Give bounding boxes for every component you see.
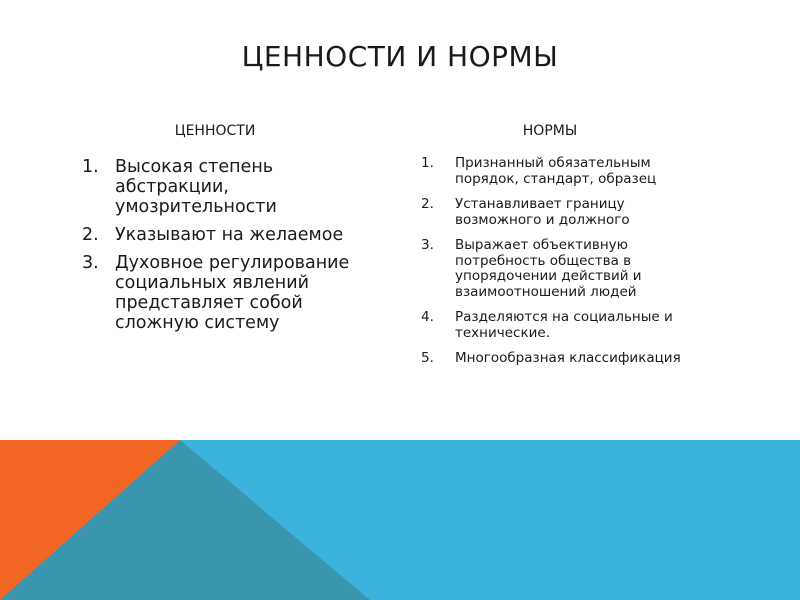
values-column-heading: ЦЕННОСТИ xyxy=(174,123,256,139)
norms-list-item xyxy=(421,156,686,187)
list-text: Признанный обязательным порядок, стандарт, образец xyxy=(455,155,657,187)
list-number: 3. xyxy=(421,237,434,253)
values-list-item xyxy=(82,253,362,333)
norms-list-item xyxy=(421,351,686,367)
list-text: Разделяются на социальные и технические. xyxy=(455,309,673,341)
list-number: 4. xyxy=(421,309,434,325)
values-list-item xyxy=(82,157,362,217)
list-number: 3. xyxy=(82,253,99,273)
norms-list xyxy=(421,156,686,377)
list-text: Высокая степень абстракции, умозрительности xyxy=(115,157,277,217)
decorative-bottom-band xyxy=(0,440,800,600)
list-text: Духовное регулирование социальных явлений представляет собой сложную систему xyxy=(115,253,350,333)
list-text: Устанавливает границу возможного и должного xyxy=(455,196,630,228)
list-text: Указывают на желаемое xyxy=(115,225,344,245)
list-text: Выражает объективную потребность общества в упорядочении действий и взаимоотношений людей xyxy=(455,237,642,300)
norms-list-item xyxy=(421,238,686,300)
norms-column-heading: НОРМЫ xyxy=(522,123,578,139)
norms-list-item xyxy=(421,197,686,228)
list-text: Многообразная классификация xyxy=(455,350,681,366)
list-number: 2. xyxy=(421,196,434,212)
list-number: 2. xyxy=(82,225,99,245)
list-number: 1. xyxy=(82,157,99,177)
values-list xyxy=(82,157,362,341)
values-list-item xyxy=(82,225,362,245)
slide-title: ЦЕННОСТИ И НОРМЫ xyxy=(241,40,559,73)
list-number: 5. xyxy=(421,350,434,366)
list-number: 1. xyxy=(421,155,434,171)
norms-list-item xyxy=(421,310,686,341)
